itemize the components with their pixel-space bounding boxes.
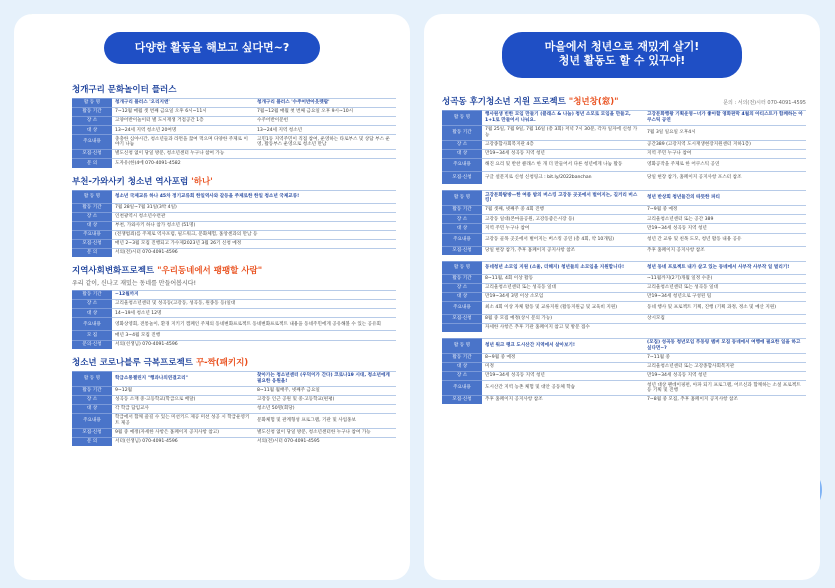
row-value: 만19~34세 성곡동 지역 청년 <box>644 224 806 233</box>
youth-table-4 <box>442 338 806 404</box>
youth-table-1 <box>442 110 806 184</box>
table-row <box>442 292 806 301</box>
right-content <box>442 88 806 404</box>
row-value: 찾아가는 청소년센터 (우덕이가 간다) 코로나19 시대, 청소년에게 필요한 응원을! <box>254 371 396 386</box>
row-value: 서의(전)시터 070-4091-4596 <box>112 249 396 258</box>
table-row <box>72 437 396 446</box>
row-label: 대 상 <box>72 404 112 413</box>
table-row <box>72 371 396 386</box>
row-label <box>442 324 482 333</box>
row-label: 활동 기간 <box>442 125 482 140</box>
row-value: 최소 4회 이상 자체 활동 및 교류지원 (활동지원금 및 교육비 지원) <box>482 302 644 315</box>
row-label: 주요내용 <box>442 381 482 396</box>
youth-window-title: 성곡동 후기청소년 지원 프로젝트 "청년창(窓)" <box>442 97 619 107</box>
row-label: 활동 기간 <box>442 274 482 283</box>
table-row <box>442 111 806 126</box>
community-project-title: 지역사회변화프로젝트 "우리동네에서 팽팽할 사람" <box>72 266 263 277</box>
row-value: 행사원생 빈한 모임 만들기 (클래스 & 나눔) 청년 소모로 모임을 만들고, 1+1로 만들어서 나눠요. <box>482 111 644 126</box>
row-value: 고리울청소년센터 및 성곡동(고강동, 성곡동, 원종동 등)일대 <box>112 300 396 309</box>
row-label: 모집·신청 <box>442 315 482 324</box>
row-value: 7~8월 중 모집, 추후 홈페이지 공지사항 참조 <box>644 396 806 405</box>
row-value: 상시모집 <box>644 315 806 324</box>
row-value: 미정 <box>482 363 644 372</box>
row-value: 7월 셋째, 넷째주 중 4회 진행 <box>482 206 644 215</box>
community-project-table <box>72 290 396 349</box>
youth-window-header <box>442 88 806 110</box>
contact-info: 문의 : 서의(전)시터 070-4091-4595 <box>723 100 806 106</box>
table-row <box>72 404 396 413</box>
row-value: 만19~34세 성곡동 지역 청년 <box>482 372 644 381</box>
corona-blue-table <box>72 371 396 446</box>
row-value: 당일 현장 참가, 추후 홈페이지 공지사항 참조 <box>482 246 644 255</box>
row-label: 활동 기간 <box>72 108 112 117</box>
table-row <box>442 372 806 381</box>
table-row <box>442 171 806 184</box>
row-label: 모 집 <box>72 331 112 340</box>
row-label: 문의·신청 <box>72 340 112 349</box>
row-value: 8~9월 중 예정 <box>482 354 644 363</box>
row-label: 활 동 명 <box>442 339 482 354</box>
row-label: 문 의 <box>72 159 112 168</box>
table-row <box>442 125 806 140</box>
culture-playground-title: 청개구리 문화놀이터 플러스 <box>72 85 177 95</box>
row-label: 모집·신청 <box>72 428 112 437</box>
row-value: 청년 대상 팬데이핑펀, 아파 되기 프로그램, 어르신과 함께하는 소셜 프로젝트 등 기획 및 진행 <box>644 381 806 396</box>
row-label: 문 의 <box>72 437 112 446</box>
row-value: 고리울청소년센터 또는 성곡동 일대 <box>482 283 644 292</box>
table-row <box>72 99 396 108</box>
left-banner: 다양한 활동을 해보고 싶다면~? <box>104 32 320 64</box>
row-value: 고강동 인근 공원 및 중·고등학교(편평) <box>254 395 396 404</box>
row-value: 청소년 국제교류 하나 45차 정기교류회 한일역사와 갈등을 주제로한 한일 청소년 국제교류! <box>112 190 396 203</box>
row-label: 주요내용 <box>72 230 112 239</box>
table-row <box>72 108 396 117</box>
row-value: 영화상영회, 전통놀이, 환경 지키기 캠페인 주제의 동네변화프로젝트 동네변화프로젝트 내용을 동네주민에게 공유해볼 수 있는 공유회 <box>112 318 396 331</box>
table-row <box>442 324 806 333</box>
table-row <box>442 354 806 363</box>
row-value: 자세한 사항은 추후 기관 홈페이지 참고 및 방문 접수 <box>482 324 806 333</box>
row-value: 고강동 골목 곳곳에서 벌어지는 버스킹 공연 (총 4회, 약 10개팀) <box>482 233 644 246</box>
row-label: 주요내용 <box>72 135 112 150</box>
table-row <box>72 150 396 159</box>
table-row <box>72 413 396 428</box>
row-value: 추후 홈페이지 공지사항 참조 <box>482 396 644 405</box>
row-value: 지역 주민 누구나 참여 <box>482 224 644 233</box>
row-value: 청개구리 플러스 '오리지엔' <box>112 99 254 108</box>
row-value: 7~9월 중 예정 <box>644 206 806 215</box>
table-row <box>72 159 396 168</box>
table-row <box>72 318 396 331</box>
row-value: 각 학급 담임교사 <box>112 404 254 413</box>
table-row <box>72 300 396 309</box>
row-value: 고강동 일대(본마을공원, 고강동좋은시장 등) <box>482 215 644 224</box>
row-label: 모집·신청 <box>72 239 112 248</box>
youth-table-3 <box>442 261 806 333</box>
row-value: 매년 2~3월 모집 진행되고 가수제2023년 3월 26기 신청 예정 <box>112 239 396 248</box>
right-page <box>424 14 820 580</box>
row-value: 영화공작을 주제로 한 어쿠스틱 공연 <box>644 158 806 171</box>
left-page <box>14 14 410 580</box>
row-label: 장 소 <box>72 212 112 221</box>
row-label: 대 상 <box>72 309 112 318</box>
row-label: 주요내용 <box>442 302 482 315</box>
row-value: 당일 현장 참가, 홈페이지 공지사항 포스터 참조 <box>644 171 806 184</box>
table-row <box>442 191 806 206</box>
row-value: 9~12월 <box>112 386 254 395</box>
row-label: 대 상 <box>72 126 112 135</box>
row-value: 청소년 50명(회당) <box>254 404 396 413</box>
table-row <box>442 206 806 215</box>
row-value: ~12월까지 <box>112 291 396 300</box>
row-value: 8~11월, 4회 이상 활동 <box>482 274 644 283</box>
row-value: 부천, 가와사키 하나 참가 청소년 (51명) <box>112 221 396 230</box>
row-value: 고강문화탐방—한 여름 밤의 버스킹 고강동 곳곳에서 벌어지는, 길거리 버스킹! <box>482 191 644 206</box>
row-label: 대 상 <box>442 363 482 372</box>
row-value: 도자유(한)4에 070-4091-4582 <box>112 159 396 168</box>
right-banner: 마을에서 청년으로 재밌게 살기! 청년 활동도 할 수 있꾸야! <box>502 32 742 78</box>
table-row <box>442 149 806 158</box>
row-label: 장 소 <box>442 215 482 224</box>
table-row <box>442 363 806 372</box>
youth-table-2 <box>442 190 806 254</box>
row-label: 장 소 <box>72 117 112 126</box>
table-row <box>442 274 806 283</box>
table-row <box>72 428 396 437</box>
row-value: 7~11월 중 <box>644 354 806 363</box>
row-value: 공간389 (고강지역 도시재생현장지원센터 지하1층) <box>644 140 806 149</box>
row-value: 서의(선생님) 070-4091-4596 <box>112 340 396 349</box>
row-value: 충충한 심야시간, 청소년들과 라면을 끓여 먹으며 다양한 주제로 이야기 나눔 <box>112 135 254 150</box>
left-content <box>72 76 396 446</box>
row-value: 인천광역시 청소년수련관 <box>112 212 396 221</box>
row-value: 고양어반이놀이터 별 도시재생 거점공간 1층 <box>112 117 254 126</box>
table-row <box>72 239 396 248</box>
row-label: 활동 기간 <box>72 386 112 395</box>
row-value: 청년 간 교류 및 친목 도모, 청년 활동 내용 공유 <box>644 233 806 246</box>
row-value: 만19~34세 성곡동 지역 청년 <box>644 372 806 381</box>
row-value: 고리울청소년센터 또는 고강종합사회복지관 <box>644 363 806 372</box>
row-value: 별도신청 없이 당일 방문, 청소년센터 누구나 참여 가능 <box>112 150 396 159</box>
row-value: 청개구리 플러스 '수주어반아웃렛팝' <box>254 99 396 108</box>
row-value: 9월 중 예정(자세한 사항은 홈페이지 공지사항 참고) <box>112 428 254 437</box>
table-row <box>72 331 396 340</box>
row-value: 매년 3~4월 모집 진행 <box>112 331 396 340</box>
row-label: 대 상 <box>442 224 482 233</box>
table-row <box>72 203 396 212</box>
table-row <box>442 140 806 149</box>
row-label: 장 소 <box>442 372 482 381</box>
row-label: 모집·신청 <box>442 246 482 255</box>
table-row <box>442 215 806 224</box>
row-value: 별도신청 없이 당일 방문, 청소년센터한 누구나 참여 가능 <box>254 428 396 437</box>
table-row <box>72 117 396 126</box>
history-forum-table <box>72 190 396 258</box>
row-value: 청년 워크 랭크 도시산간 지역에서 살아보기! <box>482 339 644 354</box>
row-label: 주요내용 <box>442 158 482 171</box>
row-value: 7월 25일, 7월 9일, 7월 16일 (총 3회) 저녁 7시 30분, 각자 일자에 신청 가능 <box>482 125 644 140</box>
table-row <box>72 386 396 395</box>
table-row <box>72 221 396 230</box>
row-label: 주요내용 <box>72 318 112 331</box>
row-value: 학급소통챌린지 "행과나의연결고리" <box>112 371 254 386</box>
row-value: 추후 홈페이지 공지사항 참조 <box>644 246 806 255</box>
row-value: ~11월까지(2기)개월 일정 수준) <box>644 274 806 283</box>
table-row <box>442 224 806 233</box>
row-value: 고강문화행왕 기획운영~너가 좋아할 영화판막 4월의 아티스트가 함께하는 아쿠스틱 공연 <box>644 111 806 126</box>
row-value: 만19~34세 3명 이상 소모임 <box>482 292 644 301</box>
row-label: 장 소 <box>72 300 112 309</box>
row-value: 지역 주민 누구나 참여 <box>644 149 806 158</box>
table-row <box>72 309 396 318</box>
history-forum-title: 부천-가와사키 청소년 역사포럼 '하나' <box>72 176 213 187</box>
table-row <box>442 261 806 274</box>
row-value: 성곡동 소재 중·고등학교(학급으로 배달) <box>112 395 254 404</box>
row-value: 8월 중 모집 예정(상시 문의 가능) <box>482 315 644 324</box>
table-row <box>72 340 396 349</box>
table-row <box>442 396 806 405</box>
row-label: 대 상 <box>442 292 482 301</box>
row-value: (전쟁범죄)를 주제로 역사포럼, 필드워크, 문화체험, 홈앙센과의 만남 등 <box>112 230 396 239</box>
row-value: 7월 3일 일요일 오후4시 <box>644 125 806 140</box>
row-label: 모집·신청 <box>442 171 482 184</box>
row-value: 동네 행사 및 프로젝트 기획, 진행 (기획 과정, 정소 및 예산 지원) <box>644 302 806 315</box>
row-value: 도시산간 지역 농촌 체험 및 대안 공동체 학습 <box>482 381 644 396</box>
row-value: 고리울청소년센터 또는 공간 389 <box>644 215 806 224</box>
culture-playground-table <box>72 98 396 168</box>
table-row <box>442 315 806 324</box>
row-value: 7월 28일~7월 31일(3박 4일) <box>112 203 396 212</box>
table-row <box>72 126 396 135</box>
row-value: 7~12월 매월 셋 번째 금요일 오후 6시~11시 <box>112 108 254 117</box>
row-value: 수주어반이문헌 <box>254 117 396 126</box>
table-row <box>442 302 806 315</box>
row-label: 활 동 명 <box>442 111 482 126</box>
table-row <box>72 190 396 203</box>
row-label: 활동 기간 <box>442 354 482 363</box>
row-label: 문 의 <box>72 249 112 258</box>
row-label: 모집·신청 <box>442 396 482 405</box>
row-label: 모집·신청 <box>72 150 112 159</box>
row-value: 14~19세 청소년 12명 <box>112 309 396 318</box>
row-value: 8~11월 월배주, 넷째주 금요일 <box>254 386 396 395</box>
table-row <box>72 230 396 239</box>
row-label: 장 소 <box>72 395 112 404</box>
row-value: 동네청년 소모임 지원 (소울, 더해지) 청년들의 소모임을 지원합니다! <box>482 261 644 274</box>
table-row <box>442 158 806 171</box>
table-row <box>442 283 806 292</box>
row-value: 해진 요리 및 반찬 클래스 한 개 더 만들어서 다른 청년에게 나눔 활동 <box>482 158 644 171</box>
row-label: 장 소 <box>442 283 482 292</box>
table-row <box>442 233 806 246</box>
table-row <box>72 135 396 150</box>
row-value: 문화체험 및 관계형성 프로그램, 기관 및 사업홍보 <box>254 413 396 428</box>
row-label: 활동 기간 <box>442 206 482 215</box>
row-label: 활 동 명 <box>442 191 482 206</box>
corona-blue-title: 청소년 코로나블루 극복프로젝트 꾸-짝(패키지) <box>72 357 249 368</box>
row-label: 활 동 명 <box>442 261 482 274</box>
row-label: 활동 기간 <box>72 291 112 300</box>
row-value: 13~24세 지역 청소년 <box>254 126 396 135</box>
row-label: 활 동 명 <box>72 190 112 203</box>
row-value: 고민1등 지역주민이 직접 참여, 운영하는 타로부스 및 상담 부스 운영, 활동부스 운영으로 청소년 만남 <box>254 135 396 150</box>
row-label: 주요내용 <box>442 233 482 246</box>
row-value: 구글 설문지로 신청 신청링크 : bit.ly/2022banchan <box>482 171 644 184</box>
row-label: 대 상 <box>72 221 112 230</box>
row-label: 주요내용 <box>72 413 112 428</box>
row-value: 7월~12월 매월 첫 번째 금요일 오후 9시~10시 <box>254 108 396 117</box>
table-row <box>442 246 806 255</box>
row-value: 고리울청소년센터 또는 성곡동 일대 <box>644 283 806 292</box>
table-row <box>72 249 396 258</box>
row-value: (모집) 성곡동 청년모임 푸동링 멤버 모집 동네에서 여행에 필요한 일을 하고 싶다면~? <box>644 339 806 354</box>
row-value: 만19~34세 청년으로 구성된 팀 <box>644 292 806 301</box>
row-value: 청년 반상회 청년들간의 따뜻한 파티 <box>644 191 806 206</box>
row-value: 학급에서 함께 즐길 수 있는 미션키드 제공 미션 성공 시 학급운영키트 제공 <box>112 413 254 428</box>
row-label: 대 상 <box>442 149 482 158</box>
row-value: 서터(선생님) 070-4091-4596 <box>112 437 254 446</box>
row-value: 서의(전)시터 070-4091-4595 <box>254 437 396 446</box>
row-value: 고강종합사회복지관 4층 <box>482 140 644 149</box>
row-value: 만19~34세 성곡동 지역 청년 <box>482 149 644 158</box>
community-project-subtitle: 우리 같이, 신나고 재밌는 동네를 만들어봅시다! <box>72 280 196 288</box>
row-label: 활동 기간 <box>72 203 112 212</box>
row-value: 13~24세 지역 청소년 20여명 <box>112 126 254 135</box>
table-row <box>72 395 396 404</box>
row-value: 청년 동네 프로젝트 내가 살고 있는 동네에서 사부작 사부작 일 벌리기! <box>644 261 806 274</box>
table-row <box>72 212 396 221</box>
row-label: 활 동 명 <box>72 99 112 108</box>
table-row <box>442 339 806 354</box>
row-label: 장 소 <box>442 140 482 149</box>
table-row <box>72 291 396 300</box>
table-row <box>442 381 806 396</box>
row-label: 활 동 명 <box>72 371 112 386</box>
